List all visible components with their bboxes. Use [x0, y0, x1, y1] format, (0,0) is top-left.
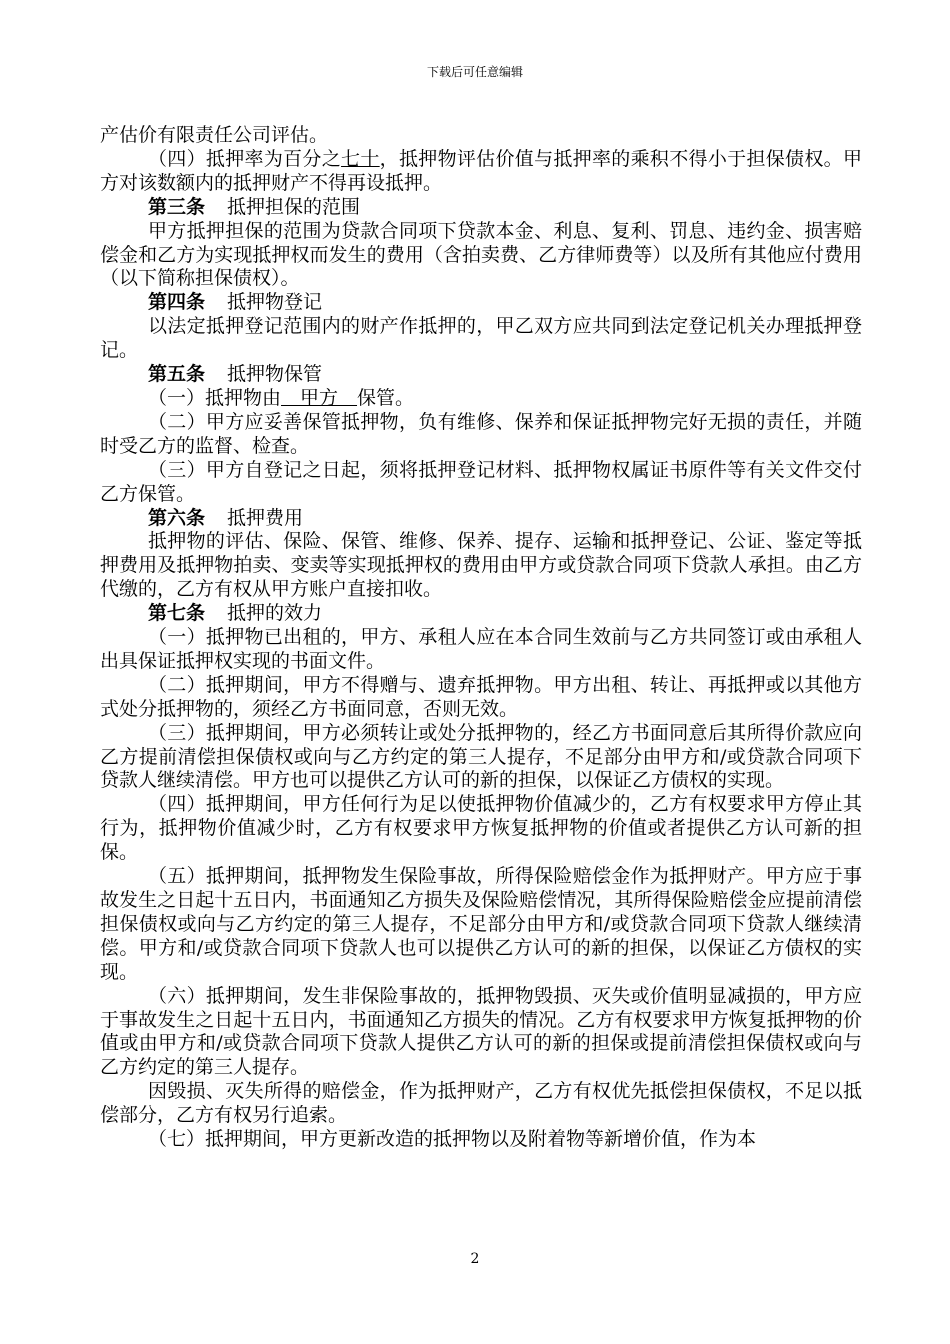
article-number: 第四条 — [148, 291, 206, 314]
underlined-field: 七十 — [341, 147, 380, 170]
article-heading — [100, 291, 862, 315]
article-title: 抵押担保的范围 — [227, 195, 361, 218]
paragraph: （五）抵押期间，抵押物发生保险事故，所得保险赔偿金作为抵押财产。甲方应于事故发生之日起十五日内，书面通知乙方损失及保险赔偿情况，其所得保险赔偿金应提前清偿担保债权或向与乙方约定的第三人提存，不足部分由甲方和/或贷款合同项下贷款人继续清偿。甲方和/或贷款合同项下贷款人也可以提供乙方认可的新的担保，以保证乙方债权的实现。 — [100, 865, 862, 983]
article-number: 第五条 — [148, 363, 206, 386]
paragraph: （一）抵押物已出租的，甲方、承租人应在本合同生效前与乙方共同签订或由承租人出具保证抵押权实现的书面文件。 — [100, 626, 862, 672]
paragraph: （二）甲方应妥善保管抵押物，负有维修、保养和保证抵押物完好无损的责任，并随时受乙方的监督、检查。 — [100, 410, 862, 457]
paragraph: 产估价有限责任公司评估。 — [100, 124, 329, 146]
page-header: 下载后可任意编辑 — [426, 65, 523, 79]
paragraph: （七）抵押期间，甲方更新改造的抵押物以及附着物等新增价值，作为本 — [148, 1128, 757, 1151]
paragraph: （三）甲方自登记之日起，须将抵押登记材料、抵押物权属证书原件等有关文件交付乙方保管。 — [100, 458, 862, 505]
article-heading — [100, 363, 862, 387]
paragraph: 因毁损、灭失所得的赔偿金，作为抵押财产，乙方有权优先抵偿担保债权，不足以抵偿部分，乙方有权另行追索。 — [100, 1080, 862, 1127]
article-title: 抵押的效力 — [227, 602, 323, 625]
article-number: 第六条 — [148, 506, 206, 529]
article-title: 抵押物保管 — [227, 363, 323, 386]
paragraph: （四）抵押率为百分之七十，抵押物评估价值与抵押率的乘积不得小于担保债权。甲方对该数额内的抵押财产不得再设抵押。 — [100, 147, 862, 194]
article-title: 抵押费用 — [227, 506, 304, 529]
paragraph: 以法定抵押登记范围内的财产作抵押的，甲乙双方应共同到法定登记机关办理抵押登记。 — [100, 315, 862, 362]
article-heading — [100, 602, 862, 626]
paragraph: （二）抵押期间，甲方不得赠与、遗弃抵押物。甲方出租、转让、再抵押或以其他方式处分抵押物的，须经乙方书面同意，否则无效。 — [100, 673, 862, 720]
article-title: 抵押物登记 — [227, 291, 323, 314]
article-number: 第三条 — [148, 195, 206, 218]
document-body — [100, 124, 862, 1152]
page-number: 2 — [470, 1251, 480, 1267]
paragraph: 甲方抵押担保的范围为贷款合同项下贷款本金、利息、复利、罚息、违约金、损害赔偿金和乙方为实现抵押权而发生的费用（含拍卖费、乙方律师费等）以及所有其他应付费用（以下简称担保债权）。 — [100, 219, 862, 290]
article-heading — [100, 196, 862, 220]
paragraph: （四）抵押期间，甲方任何行为足以使抵押物价值减少的，乙方有权要求甲方停止其行为，抵押物价值减少时，乙方有权要求甲方恢复抵押物的价值或者提供乙方认可新的担保。 — [100, 793, 862, 864]
underlined-field: 甲方 — [281, 386, 358, 409]
paragraph: （一）抵押物由 甲方 保管。 — [148, 386, 415, 409]
paragraph: 抵押物的评估、保险、保管、维修、保养、提存、运输和抵押登记、公证、鉴定等抵押费用及抵押物拍卖、变卖等实现抵押权的费用由甲方或贷款合同项下贷款人承担。由乙方代缴的，乙方有权从甲方账户直接扣收。 — [100, 530, 862, 601]
paragraph: （三）抵押期间，甲方必须转让或处分抵押物的，经乙方书面同意后其所得价款应向乙方提前清偿担保债权或向与乙方约定的第三人提存，不足部分由甲方和/或贷款合同项下贷款人继续清偿。甲方也可以提供乙方认可的新的担保，以保证乙方债权的实现。 — [100, 721, 862, 792]
paragraph: （六）抵押期间，发生非保险事故的，抵押物毁损、灭失或价值明显减损的，甲方应于事故发生之日起十五日内，书面通知乙方损失的情况。乙方有权要求甲方恢复抵押物的价值或由甲方和/或贷款合同项下贷款人提供乙方认可的新的担保或提前清偿担保债权或向与乙方约定的第三人提存。 — [100, 984, 862, 1079]
article-heading — [100, 507, 862, 531]
article-number: 第七条 — [148, 602, 206, 625]
